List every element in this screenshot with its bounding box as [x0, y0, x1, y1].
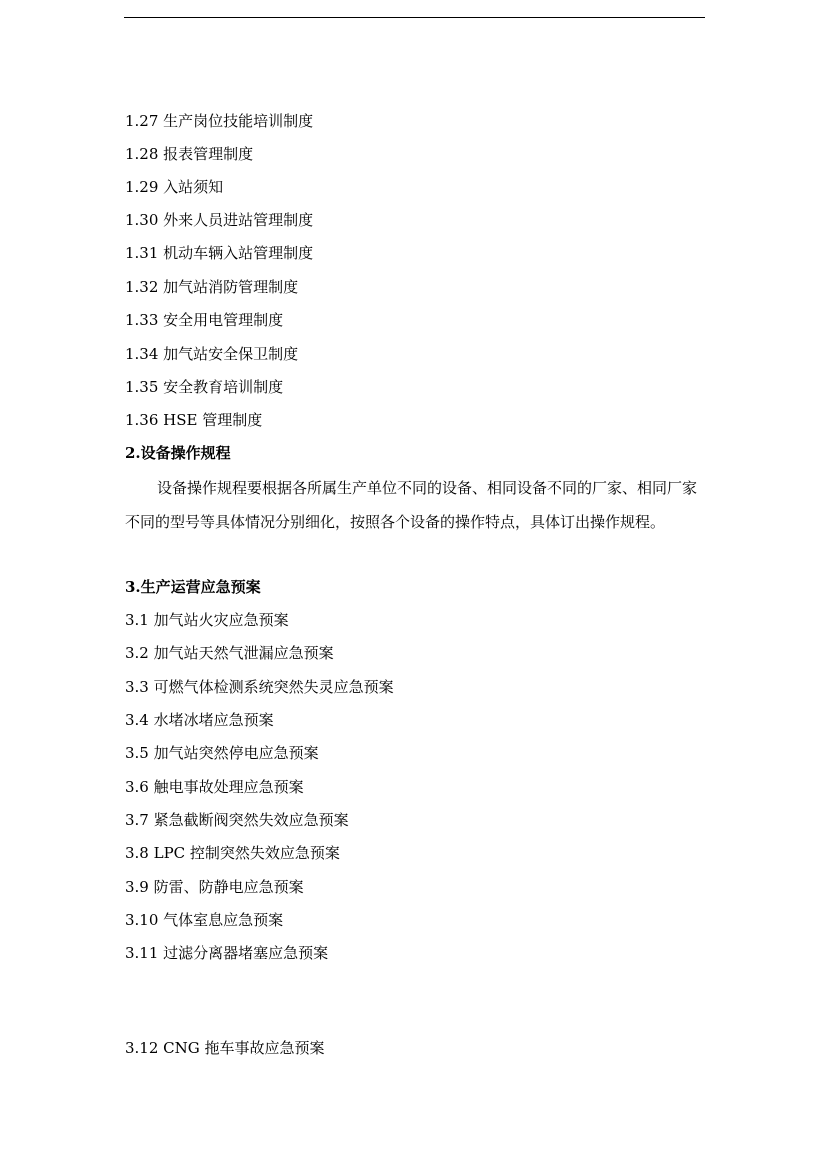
list-item: 3.6 触电事故处理应急预案 [125, 778, 304, 796]
list-item: 1.31 机动车辆入站管理制度 [125, 244, 314, 262]
list-item: 3.9 防雷、防静电应急预案 [125, 878, 304, 896]
list-item: 3.3 可燃气体检测系统突然失灵应急预案 [125, 678, 394, 696]
list-item: 1.27 生产岗位技能培训制度 [125, 112, 314, 130]
list-item: 1.36 HSE 管理制度 [125, 411, 263, 429]
list-item: 1.34 加气站安全保卫制度 [125, 345, 299, 363]
list-item: 1.29 入站须知 [125, 178, 224, 196]
list-item: 1.30 外来人员进站管理制度 [125, 211, 314, 229]
list-item: 3.10 气体室息应急预案 [125, 911, 284, 929]
section-2-paragraph [125, 472, 700, 539]
list-item: 1.32 加气站消防管理制度 [125, 278, 299, 296]
header-rule [124, 17, 705, 18]
list-item: 1.33 安全用电管理制度 [125, 311, 284, 329]
list-item: 1.35 安全教育培训制度 [125, 378, 284, 396]
section-2-heading: 2.设备操作规程 [125, 444, 231, 462]
list-item: 1.28 报表管理制度 [125, 145, 254, 163]
list-item: 3.1 加气站火灾应急预案 [125, 611, 289, 629]
list-item: 3.5 加气站突然停电应急预案 [125, 744, 319, 762]
list-item: 3.7 紧急截断阀突然失效应急预案 [125, 811, 349, 829]
list-item: 3.11 过滤分离器堵塞应急预案 [125, 944, 329, 962]
list-item: 3.4 水堵冰堵应急预案 [125, 711, 274, 729]
section-3-heading: 3.生产运营应急预案 [125, 578, 261, 596]
list-item: 3.12 CNG 拖车事故应急预案 [125, 1039, 325, 1057]
list-item: 3.2 加气站天然气泄漏应急预案 [125, 644, 334, 662]
paragraph-text: 设备操作规程要根据各所属生产单位不同的设备、相同设备不同的厂家、相同厂家不同的型号等具体情况分别细化，按照各个设备的操作特点，具体订出操作规程。 [125, 479, 698, 531]
list-item: 3.8 LPC 控制突然失效应急预案 [125, 844, 340, 862]
